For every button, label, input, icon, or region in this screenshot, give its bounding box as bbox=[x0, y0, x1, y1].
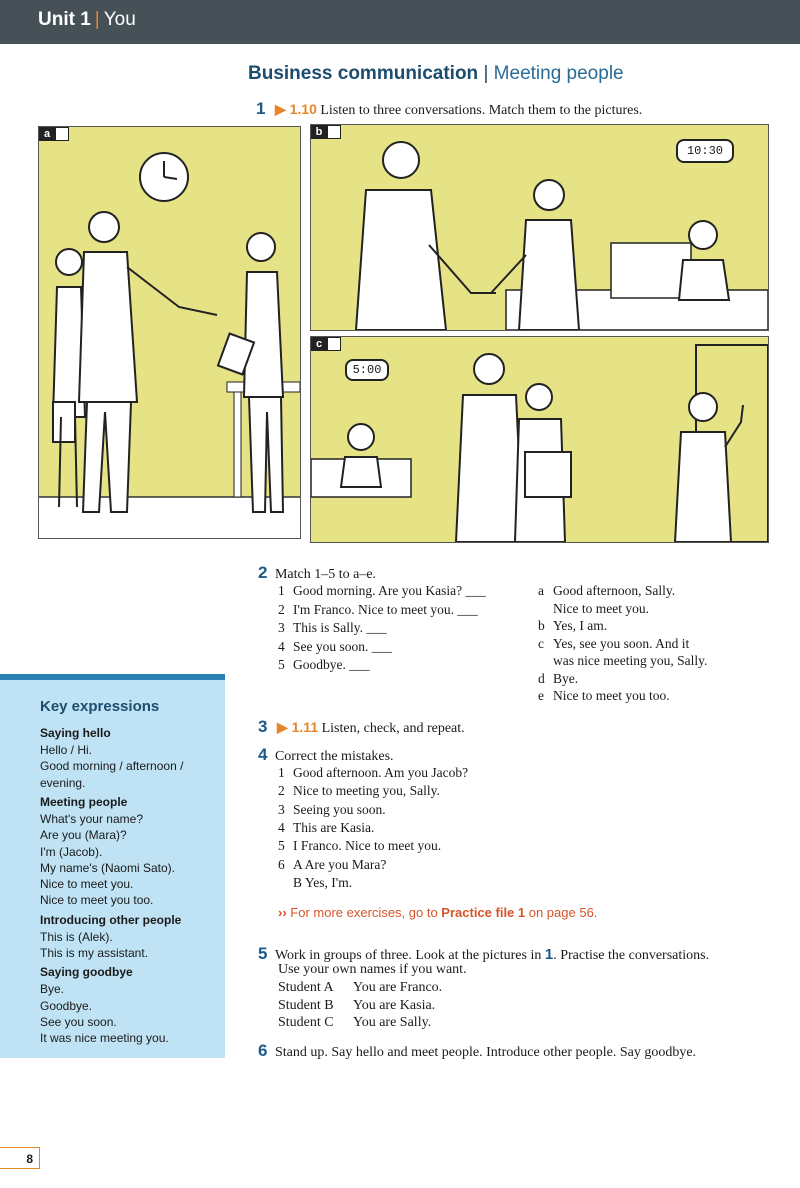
list-item bbox=[538, 671, 578, 687]
item-text: I Franco. Nice to meet you. bbox=[293, 838, 442, 854]
picture-a: a bbox=[38, 126, 301, 539]
item-text: I'm Franco. Nice to meet you. ___ bbox=[293, 601, 478, 617]
list-item bbox=[278, 875, 352, 891]
key-expressions-title: Key expressions bbox=[40, 698, 160, 715]
item-text: Nice to meet you too. bbox=[553, 688, 670, 703]
item-number: 4 bbox=[278, 638, 285, 654]
key-expressions-box bbox=[0, 674, 225, 1058]
key-item: Nice to meet you. bbox=[40, 877, 134, 892]
item-number: 6 bbox=[278, 856, 285, 872]
unit-header bbox=[0, 0, 800, 44]
double-chevron-icon: ›› bbox=[278, 905, 287, 920]
picture-b: b 10:30 bbox=[310, 124, 769, 331]
list-item bbox=[278, 783, 440, 799]
item-number: 4 bbox=[278, 819, 285, 835]
meeting-illustration-c bbox=[311, 337, 768, 542]
list-item bbox=[538, 583, 675, 599]
item-letter: b bbox=[538, 618, 545, 633]
key-heading: Saying hello bbox=[40, 726, 111, 740]
list-item bbox=[278, 820, 374, 836]
exercise-2: 2 Match 1–5 to a–e. bbox=[258, 563, 377, 582]
key-item: My name's (Naomi Sato). bbox=[40, 860, 175, 875]
student-row bbox=[278, 1015, 431, 1031]
page-number: 8 bbox=[0, 1147, 40, 1169]
exercise-6: 6 Stand up. Say hello and meet people. Introduce other people. Say goodbye. bbox=[258, 1041, 697, 1060]
list-item bbox=[278, 657, 370, 673]
list-item bbox=[538, 601, 649, 617]
student-label: Student A bbox=[278, 980, 334, 995]
item-text: Good afternoon. Am you Jacob? bbox=[293, 765, 469, 780]
item-text: This is Sally. ___ bbox=[293, 620, 387, 635]
item-number: 3 bbox=[278, 801, 285, 817]
key-item: It was nice meeting you. bbox=[40, 1031, 169, 1046]
item-number: 2 bbox=[278, 601, 285, 617]
list-item bbox=[538, 688, 670, 704]
item-text: B Yes, I'm. bbox=[293, 874, 353, 890]
item-letter: d bbox=[538, 670, 545, 686]
item-number: 5 bbox=[278, 657, 285, 672]
student-role: You are Sally. bbox=[353, 1015, 432, 1030]
digital-clock: 5:00 bbox=[345, 359, 389, 381]
student-row bbox=[278, 998, 435, 1014]
item-text: Nice to meeting you, Sally. bbox=[293, 783, 440, 799]
item-text: Yes, see you soon. And it bbox=[553, 635, 690, 651]
item-letter: a bbox=[538, 583, 544, 598]
student-role: You are Franco. bbox=[353, 980, 443, 995]
item-text: Good morning. Are you Kasia? ___ bbox=[293, 583, 486, 598]
student-role: You are Kasia. bbox=[353, 997, 436, 1013]
list-item bbox=[278, 583, 486, 599]
item-text: Yes, I am. bbox=[553, 618, 608, 633]
student-label: Student C bbox=[278, 1015, 334, 1030]
item-text: Nice to meet you. bbox=[553, 600, 649, 616]
list-item bbox=[538, 618, 607, 634]
list-item bbox=[278, 602, 478, 618]
key-heading: Introducing other people bbox=[40, 912, 182, 927]
key-item: Are you (Mara)? bbox=[40, 828, 127, 843]
item-text: See you soon. ___ bbox=[293, 638, 392, 654]
key-item: Goodbye. bbox=[40, 998, 93, 1013]
item-number: 1 bbox=[278, 765, 285, 780]
key-heading: Meeting people bbox=[40, 794, 128, 809]
item-text: Goodbye. ___ bbox=[293, 657, 370, 672]
digital-clock: 10:30 bbox=[676, 139, 734, 163]
list-item bbox=[278, 838, 441, 854]
list-item bbox=[538, 653, 707, 669]
list-item bbox=[278, 802, 386, 818]
item-number: 2 bbox=[278, 783, 285, 799]
exercise-1: 1 ▶ 1.10 Listen to three conversations. Match them to the pictures. bbox=[256, 99, 643, 118]
item-text: was nice meeting you, Sally. bbox=[553, 653, 708, 668]
list-item bbox=[538, 636, 689, 652]
key-item: Nice to meet you too. bbox=[40, 893, 154, 908]
key-item: This is (Alek). bbox=[40, 929, 113, 944]
item-text: A Are you Mara? bbox=[293, 856, 387, 872]
audio-track-icon[interactable]: ▶ 1.10 bbox=[274, 101, 317, 117]
exercise-5: 5 Work in groups of three. Look at the pictures in 1. Practise the conversations. bbox=[258, 944, 710, 963]
student-row bbox=[278, 980, 442, 996]
student-label: Student B bbox=[278, 997, 334, 1013]
key-item: What's your name? bbox=[40, 811, 144, 826]
item-text: Good afternoon, Sally. bbox=[553, 583, 676, 598]
key-item: Good morning / afternoon / bbox=[40, 759, 184, 774]
item-number: 1 bbox=[278, 583, 285, 598]
list-item bbox=[278, 765, 468, 781]
item-letter: c bbox=[538, 635, 544, 651]
list-item bbox=[278, 620, 387, 636]
list-item bbox=[278, 857, 386, 873]
meeting-illustration-a bbox=[39, 127, 300, 538]
exercise-5-line-2: Use your own names if you want. bbox=[278, 962, 467, 977]
item-text: This are Kasia. bbox=[293, 819, 375, 835]
key-item: This is my assistant. bbox=[40, 946, 149, 960]
item-number: 3 bbox=[278, 620, 285, 635]
list-item bbox=[278, 639, 392, 655]
meeting-illustration-b bbox=[311, 125, 768, 330]
picture-c: c 5:00 bbox=[310, 336, 769, 543]
key-item: See you soon. bbox=[40, 1014, 117, 1029]
item-text: Seeing you soon. bbox=[293, 801, 386, 817]
section-title: Business communication | Meeting people bbox=[248, 63, 624, 84]
item-number: 5 bbox=[278, 838, 285, 854]
unit-label: Unit 1 | You bbox=[38, 9, 136, 30]
exercise-4: 4 Correct the mistakes. bbox=[258, 745, 394, 764]
key-item: I'm (Jacob). bbox=[40, 844, 103, 859]
item-letter: e bbox=[538, 688, 544, 703]
key-item: Hello / Hi. bbox=[40, 743, 93, 757]
practice-file-link[interactable]: ›› For more exercises, go to Practice file 1 on page 56. bbox=[278, 905, 598, 920]
item-text: Bye. bbox=[553, 670, 579, 686]
audio-track-icon[interactable]: ▶ 1.11 bbox=[276, 719, 319, 735]
key-item: evening. bbox=[40, 775, 86, 790]
exercise-3: 3 ▶ 1.11 Listen, check, and repeat. bbox=[258, 717, 465, 736]
key-heading: Saying goodbye bbox=[40, 965, 133, 980]
key-item: Bye. bbox=[40, 982, 65, 997]
